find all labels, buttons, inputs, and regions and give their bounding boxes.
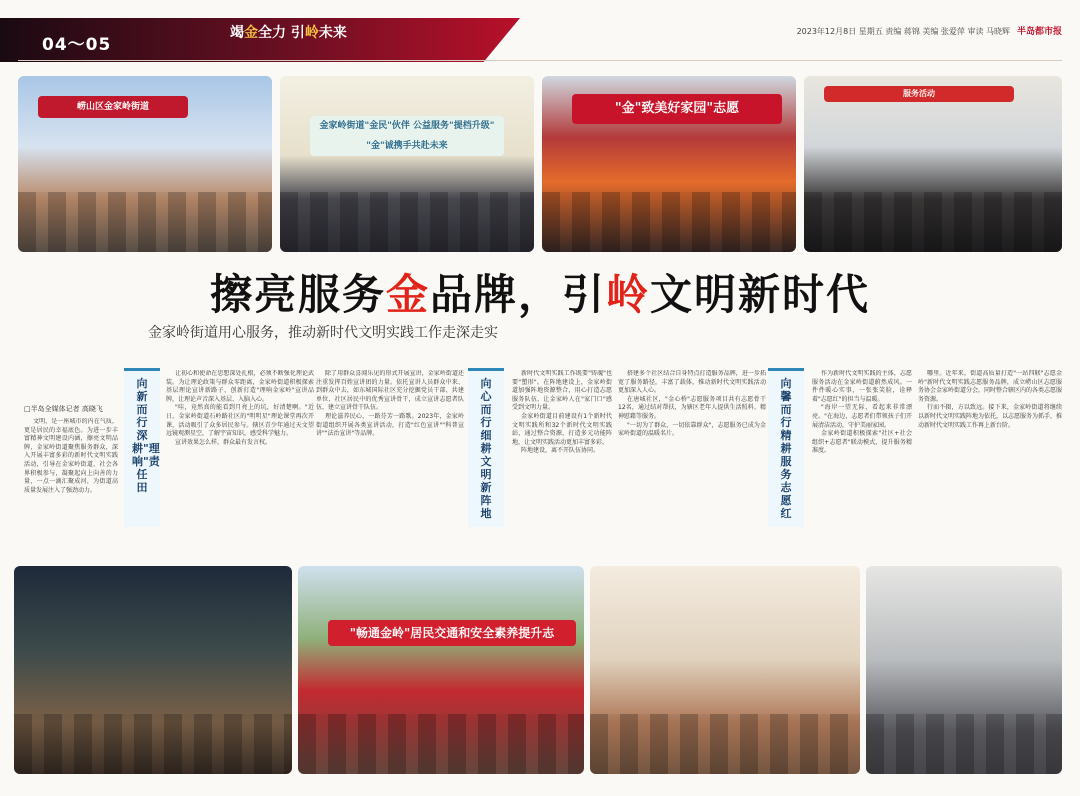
page-number: 04～05 — [42, 35, 112, 55]
photo-crowd — [866, 714, 1062, 774]
photo-banner: 崂山区金家岭街道 — [38, 96, 188, 118]
article-column-7: 哪里。近年来，街道高质量打造"一站四联"志愿金岭"新时代文明实践志愿服务品牌，成立崂山区志愿服务协会金家岭街道分会，同时整合辖区内的各类志愿服务资源。 行而不辍，方以致远。接下来，金家岭街道将继续以新时代文明实践阵地为依托，以志愿服务为抓手，推动新时代文明实践工作再上新台阶。 — [918, 370, 1062, 429]
subtitle: 金家岭街道用心服务，推动新时代文明实践工作走深走实 — [148, 325, 498, 341]
article-column-3: 除了用群众喜闻乐见的形式开展宣讲，金家岭街道还注重发挥百姓宣讲团的力量。依托宣讲人员群众中来、到群众中去，如东城国际社区充分挖掘党员干部、共建单位、社区居民中的优秀宣讲骨干，成立宣讲志愿者队伍，建立宣讲骨干队伍。 理论滋养民心，一路芬芳一路歌。2023年，金家岭街道组织开展各类宣讲活动，打造"红色宣讲""科普宣讲""法治宣讲"等品牌。 — [316, 370, 464, 438]
photo-home-visit — [866, 566, 1062, 774]
photo-crowd — [14, 714, 292, 774]
article-column-6: 作为新时代文明实践的主体，志愿服务活动在金家岭街道蔚然成风。一件件暖心实事，一张张笑脸，诠释着"志愿红"的担当与温暖。 "海岸一望无际，看起来非常漂亮。"在海边，志愿者们带领孩子们开展清洁活动，守护美丽家园。 金家岭街道积极探索"社区+社会组织+志愿者"联动模式，提升服务精准度。 — [812, 370, 912, 455]
section-heading-2: 向心而行 细耕文明新阵地 — [468, 368, 504, 527]
photo-crowd — [298, 714, 584, 774]
article-column-5: 搭建多个社区结合自身特点打造服务品牌，进一步拓宽了服务路径，丰富了载体，推动新时代文明实践活动更加深入人心。 在唐城社区，"金心桥"志愿服务项目共有志愿骨干12名，通过结对帮扶，为辖区老年人提供生活照料、精神慰藉等服务。 "一切为了群众、一切依靠群众"，志愿服务已成为金家岭街道的温暖名片。 — [618, 370, 766, 438]
photo-crowd — [804, 192, 1062, 252]
header-slogan: 竭金全力 引岭未来 — [230, 25, 347, 41]
photo-lecture — [804, 76, 1062, 252]
photo-banner: "畅通金岭"居民交通和安全素养提升志 — [328, 620, 576, 646]
article-column-1: 文明，是一座城市的内在气质，更是居民的幸福底色。为进一步丰富精神文明建设内涵，擦亮文明品牌，金家岭街道聚焦服务群众，深入开展丰富多彩的新时代文明实践活动，引导在金家岭街道、社会各界积极参与，凝聚起向上向善的力量，一点一滴汇聚成河，为街道高质量发展注入了强劲动力。 — [24, 418, 118, 494]
article-column-2: 让初心和使命在思想深处扎根，必须不断强化理论武装。为让理论政策与群众零距离，金家岭街道积极探索基层理论宣讲新路子，创新打造"理响金家岭"宣讲品牌，让理论声音深入基层、入脑入心。 "哇，竟然真的能看到月亮上的坑，好清楚啊。"近日，金家岭街道石岭路社区的"明明星"理论课堂再次开课，活动吸引了众多居民参与。辖区青少年通过天文望远镜观测星空，了解宇宙知识，感受科学魅力。 宣讲效果怎么样，群众最有发言权。 — [166, 370, 314, 446]
section-heading-1: 向新而行 深耕"理响"责任田 — [124, 368, 160, 527]
photo-crowd — [18, 192, 272, 252]
photo-classroom — [590, 566, 860, 774]
headline: 擦亮服务金品牌，引岭文明新时代 — [209, 270, 871, 319]
paper-name: 半岛都市报 — [1016, 27, 1062, 37]
photo-ceremony — [280, 76, 534, 252]
photo-volunteer-group — [18, 76, 272, 252]
photo-crowd — [590, 714, 860, 774]
photo-banner: "金"致美好家园"志愿 — [572, 94, 782, 124]
article-column-4: 新时代文明实践工作既要"铸魂"也要"塑形"。在阵地建设上，金家岭街道加强阵地资源整合，用心打造志愿服务队伍，让金家岭人在"家门口"感受到文明力量。 金家岭街道目前建设有1个新时代文明实践所和32个新时代文明实践站，通过整合资源，打造多元功能阵地，让文明实践活动更加丰富多彩。 阵地建设，离不开队伍协同。 — [512, 370, 612, 455]
photo-stargazing — [14, 566, 292, 774]
header-meta: 2023年12月8日 星期五 责编 蒋锦 美编 张爱萍 审读 马晓辉 — [796, 27, 1010, 36]
photo-banner: 服务活动 — [824, 86, 1014, 102]
header-rule — [18, 60, 1062, 61]
byline: □半岛全媒体记者 高晓飞 — [24, 405, 103, 413]
photo-volunteers — [542, 76, 796, 252]
section-heading-3: 向馨而行 精耕服务志愿红 — [768, 368, 804, 527]
photo-banner: 金家岭街道"金民"伙伴 公益服务"提档升级" "金"诚携手共赴未来 — [310, 116, 504, 156]
photo-crowd — [280, 192, 534, 252]
photo-crowd — [542, 192, 796, 252]
photo-traffic-safety — [298, 566, 584, 774]
